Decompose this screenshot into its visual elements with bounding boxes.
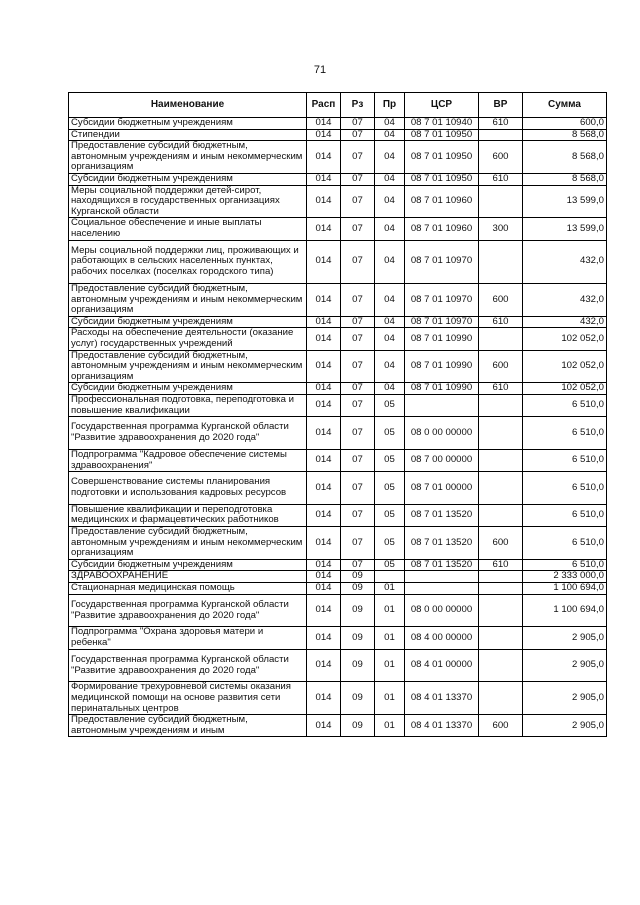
cell-vr xyxy=(479,472,523,505)
cell-name: Предоставление субсидий бюджетным, автономным учреждениям и иным некоммерческим организациям xyxy=(69,283,307,316)
table-row xyxy=(69,129,607,141)
cell-sum: 600,0 xyxy=(523,118,607,130)
cell-rasp: 014 xyxy=(307,283,341,316)
cell-vr xyxy=(479,129,523,141)
cell-sum: 2 905,0 xyxy=(523,649,607,682)
cell-pr: 01 xyxy=(375,649,405,682)
cell-rasp: 014 xyxy=(307,316,341,328)
cell-vr: 300 xyxy=(479,218,523,240)
cell-name: Социальное обеспечение и иные выплаты населению xyxy=(69,218,307,240)
cell-rz: 09 xyxy=(341,627,375,649)
cell-sum: 6 510,0 xyxy=(523,472,607,505)
cell-sum: 6 510,0 xyxy=(523,417,607,450)
cell-sum: 6 510,0 xyxy=(523,559,607,571)
budget-table xyxy=(68,92,607,737)
cell-rz: 09 xyxy=(341,649,375,682)
table-row xyxy=(69,185,607,218)
cell-rz: 09 xyxy=(341,571,375,583)
cell-rz: 07 xyxy=(341,328,375,350)
cell-rasp: 014 xyxy=(307,649,341,682)
cell-name: Государственная программа Курганской области "Развитие здравоохранения до 2020 года" xyxy=(69,649,307,682)
cell-rz: 07 xyxy=(341,141,375,174)
cell-vr xyxy=(479,328,523,350)
cell-pr xyxy=(375,571,405,583)
cell-name: Стипендии xyxy=(69,129,307,141)
cell-pr: 04 xyxy=(375,316,405,328)
table-row xyxy=(69,394,607,416)
cell-vr: 600 xyxy=(479,715,523,737)
cell-sum: 2 905,0 xyxy=(523,715,607,737)
cell-sum: 8 568,0 xyxy=(523,141,607,174)
header-rasp: Расп xyxy=(307,93,341,118)
cell-csr: 08 7 01 10990 xyxy=(405,350,479,383)
cell-csr: 08 7 01 10940 xyxy=(405,118,479,130)
cell-rasp: 014 xyxy=(307,394,341,416)
table-row xyxy=(69,173,607,185)
cell-csr: 08 7 01 10950 xyxy=(405,141,479,174)
cell-pr: 04 xyxy=(375,141,405,174)
cell-vr: 600 xyxy=(479,350,523,383)
cell-name: ЗДРАВООХРАНЕНИЕ xyxy=(69,571,307,583)
cell-pr: 01 xyxy=(375,682,405,715)
cell-vr xyxy=(479,449,523,471)
cell-pr: 04 xyxy=(375,240,405,283)
cell-vr: 610 xyxy=(479,118,523,130)
cell-csr: 08 4 01 13370 xyxy=(405,715,479,737)
table-row xyxy=(69,559,607,571)
cell-vr: 600 xyxy=(479,141,523,174)
cell-csr xyxy=(405,571,479,583)
cell-sum: 1 100 694,0 xyxy=(523,594,607,627)
cell-name: Предоставление субсидий бюджетным, автономным учреждениям и иным xyxy=(69,715,307,737)
table-row xyxy=(69,383,607,395)
cell-sum: 102 052,0 xyxy=(523,350,607,383)
cell-rz: 07 xyxy=(341,559,375,571)
cell-pr: 04 xyxy=(375,383,405,395)
cell-rasp: 014 xyxy=(307,583,341,595)
cell-name: Меры социальной поддержки лиц, проживающих и работающих в сельских населенных пунктах, рабочих поселках (поселках городского типа) xyxy=(69,240,307,283)
cell-sum: 2 905,0 xyxy=(523,627,607,649)
cell-rasp: 014 xyxy=(307,627,341,649)
table-row xyxy=(69,316,607,328)
cell-vr xyxy=(479,682,523,715)
cell-sum: 432,0 xyxy=(523,316,607,328)
cell-name: Предоставление субсидий бюджетным, автономным учреждениям и иным некоммерческим организациям xyxy=(69,350,307,383)
cell-name: Субсидии бюджетным учреждениям xyxy=(69,316,307,328)
cell-name: Государственная программа Курганской области "Развитие здравоохранения до 2020 года" xyxy=(69,594,307,627)
cell-rasp: 014 xyxy=(307,472,341,505)
cell-rasp: 014 xyxy=(307,383,341,395)
cell-pr: 01 xyxy=(375,715,405,737)
cell-sum: 13 599,0 xyxy=(523,218,607,240)
table-row xyxy=(69,527,607,560)
cell-vr xyxy=(479,394,523,416)
cell-sum: 102 052,0 xyxy=(523,328,607,350)
cell-vr xyxy=(479,240,523,283)
cell-name: Расходы на обеспечение деятельности (оказание услуг) государственных учреждений xyxy=(69,328,307,350)
cell-pr: 04 xyxy=(375,283,405,316)
cell-name: Стационарная медицинская помощь xyxy=(69,583,307,595)
cell-vr xyxy=(479,185,523,218)
cell-rasp: 014 xyxy=(307,129,341,141)
cell-csr: 08 7 01 00000 xyxy=(405,472,479,505)
cell-rasp: 014 xyxy=(307,185,341,218)
cell-pr: 04 xyxy=(375,218,405,240)
cell-vr: 610 xyxy=(479,383,523,395)
cell-rasp: 014 xyxy=(307,417,341,450)
table-row xyxy=(69,649,607,682)
cell-name: Государственная программа Курганской области "Развитие здравоохранения до 2020 года" xyxy=(69,417,307,450)
cell-csr xyxy=(405,583,479,595)
table-row xyxy=(69,350,607,383)
cell-rz: 07 xyxy=(341,185,375,218)
table-row xyxy=(69,449,607,471)
cell-rasp: 014 xyxy=(307,118,341,130)
cell-vr: 610 xyxy=(479,316,523,328)
cell-rz: 07 xyxy=(341,240,375,283)
cell-rz: 07 xyxy=(341,383,375,395)
cell-pr: 01 xyxy=(375,594,405,627)
cell-csr: 08 7 01 10960 xyxy=(405,218,479,240)
cell-pr: 01 xyxy=(375,627,405,649)
cell-rz: 07 xyxy=(341,118,375,130)
cell-sum: 432,0 xyxy=(523,283,607,316)
cell-csr: 08 7 01 10960 xyxy=(405,185,479,218)
cell-csr: 08 0 00 00000 xyxy=(405,594,479,627)
cell-rasp: 014 xyxy=(307,527,341,560)
cell-pr: 05 xyxy=(375,417,405,450)
cell-rz: 07 xyxy=(341,350,375,383)
cell-rasp: 014 xyxy=(307,141,341,174)
cell-rasp: 014 xyxy=(307,682,341,715)
cell-vr: 610 xyxy=(479,559,523,571)
cell-pr: 01 xyxy=(375,583,405,595)
cell-name: Предоставление субсидий бюджетным, автономным учреждениям и иным некоммерческим организациям xyxy=(69,527,307,560)
cell-rz: 07 xyxy=(341,417,375,450)
cell-pr: 04 xyxy=(375,129,405,141)
cell-name: Меры социальной поддержки детей-сирот, находящихся в государственных организациях Курганской области xyxy=(69,185,307,218)
cell-vr: 600 xyxy=(479,283,523,316)
cell-pr: 05 xyxy=(375,559,405,571)
cell-rasp: 014 xyxy=(307,715,341,737)
table-header-row xyxy=(69,93,607,118)
cell-rz: 07 xyxy=(341,504,375,526)
cell-vr xyxy=(479,504,523,526)
cell-sum: 102 052,0 xyxy=(523,383,607,395)
cell-name: Совершенствование системы планирования подготовки и использования кадровых ресурсов xyxy=(69,472,307,505)
table-row xyxy=(69,283,607,316)
table-row xyxy=(69,571,607,583)
cell-csr: 08 7 01 10970 xyxy=(405,316,479,328)
header-rz: Рз xyxy=(341,93,375,118)
cell-rz: 09 xyxy=(341,583,375,595)
cell-rz: 07 xyxy=(341,316,375,328)
cell-name: Формирование трехуровневой системы оказания медицинской помощи на основе развития сети перинатальных центров xyxy=(69,682,307,715)
cell-csr: 08 7 01 13520 xyxy=(405,504,479,526)
cell-csr: 08 4 01 13370 xyxy=(405,682,479,715)
cell-sum: 8 568,0 xyxy=(523,129,607,141)
cell-pr: 04 xyxy=(375,350,405,383)
cell-vr xyxy=(479,594,523,627)
header-vr: ВР xyxy=(479,93,523,118)
header-csr: ЦСР xyxy=(405,93,479,118)
cell-rasp: 014 xyxy=(307,571,341,583)
table-row xyxy=(69,715,607,737)
cell-name: Предоставление субсидий бюджетным, автономным учреждениям и иным некоммерческим организациям xyxy=(69,141,307,174)
cell-sum: 6 510,0 xyxy=(523,394,607,416)
cell-vr: 600 xyxy=(479,527,523,560)
cell-name: Субсидии бюджетным учреждениям xyxy=(69,118,307,130)
cell-csr: 08 4 00 00000 xyxy=(405,627,479,649)
cell-csr: 08 7 01 10990 xyxy=(405,328,479,350)
cell-name: Повышение квалификации и переподготовка медицинских и фармацевтических работников xyxy=(69,504,307,526)
cell-rz: 07 xyxy=(341,283,375,316)
cell-csr: 08 7 00 00000 xyxy=(405,449,479,471)
cell-vr xyxy=(479,583,523,595)
cell-rz: 07 xyxy=(341,173,375,185)
cell-sum: 8 568,0 xyxy=(523,173,607,185)
table-row xyxy=(69,583,607,595)
cell-rasp: 014 xyxy=(307,173,341,185)
cell-csr: 08 4 01 00000 xyxy=(405,649,479,682)
cell-rasp: 014 xyxy=(307,559,341,571)
table-row xyxy=(69,141,607,174)
cell-rasp: 014 xyxy=(307,504,341,526)
cell-pr: 04 xyxy=(375,118,405,130)
page-number: 71 xyxy=(313,64,327,76)
cell-rz: 07 xyxy=(341,218,375,240)
header-pr: Пр xyxy=(375,93,405,118)
cell-name: Субсидии бюджетным учреждениям xyxy=(69,173,307,185)
cell-csr: 08 7 01 13520 xyxy=(405,559,479,571)
table-row xyxy=(69,504,607,526)
cell-pr: 05 xyxy=(375,527,405,560)
table-row xyxy=(69,218,607,240)
cell-rz: 07 xyxy=(341,527,375,560)
cell-pr: 04 xyxy=(375,185,405,218)
cell-rz: 07 xyxy=(341,394,375,416)
cell-vr xyxy=(479,649,523,682)
cell-pr: 05 xyxy=(375,449,405,471)
cell-name: Подпрограмма "Охрана здоровья матери и ребенка" xyxy=(69,627,307,649)
cell-pr: 04 xyxy=(375,173,405,185)
table-body xyxy=(69,118,607,737)
header-name: Наименование xyxy=(69,93,307,118)
cell-pr: 04 xyxy=(375,328,405,350)
cell-csr xyxy=(405,394,479,416)
cell-csr: 08 7 01 10950 xyxy=(405,173,479,185)
cell-vr: 610 xyxy=(479,173,523,185)
table-row xyxy=(69,594,607,627)
cell-sum: 13 599,0 xyxy=(523,185,607,218)
cell-rz: 07 xyxy=(341,129,375,141)
cell-csr: 08 7 01 13520 xyxy=(405,527,479,560)
cell-rz: 09 xyxy=(341,682,375,715)
cell-rz: 07 xyxy=(341,472,375,505)
cell-name: Профессиональная подготовка, переподготовка и повышение квалификации xyxy=(69,394,307,416)
cell-sum: 2 905,0 xyxy=(523,682,607,715)
cell-csr: 08 7 01 10970 xyxy=(405,240,479,283)
cell-pr: 05 xyxy=(375,504,405,526)
cell-rz: 07 xyxy=(341,449,375,471)
table-row xyxy=(69,627,607,649)
table-row xyxy=(69,472,607,505)
cell-sum: 1 100 694,0 xyxy=(523,583,607,595)
table-row xyxy=(69,118,607,130)
cell-pr: 05 xyxy=(375,472,405,505)
cell-csr: 08 7 01 10970 xyxy=(405,283,479,316)
cell-name: Субсидии бюджетным учреждениям xyxy=(69,559,307,571)
cell-sum: 6 510,0 xyxy=(523,504,607,526)
cell-sum: 2 333 000,0 xyxy=(523,571,607,583)
cell-sum: 6 510,0 xyxy=(523,449,607,471)
cell-csr: 08 7 01 10950 xyxy=(405,129,479,141)
cell-pr: 05 xyxy=(375,394,405,416)
cell-rasp: 014 xyxy=(307,350,341,383)
cell-rz: 09 xyxy=(341,594,375,627)
cell-rasp: 014 xyxy=(307,328,341,350)
cell-rasp: 014 xyxy=(307,218,341,240)
cell-rasp: 014 xyxy=(307,594,341,627)
table-row xyxy=(69,682,607,715)
cell-vr xyxy=(479,571,523,583)
cell-rasp: 014 xyxy=(307,449,341,471)
cell-name: Субсидии бюджетным учреждениям xyxy=(69,383,307,395)
table-row xyxy=(69,417,607,450)
table-row xyxy=(69,328,607,350)
cell-rasp: 014 xyxy=(307,240,341,283)
cell-name: Подпрограмма "Кадровое обеспечение системы здравоохранения" xyxy=(69,449,307,471)
cell-vr xyxy=(479,627,523,649)
cell-csr: 08 0 00 00000 xyxy=(405,417,479,450)
cell-sum: 432,0 xyxy=(523,240,607,283)
cell-csr: 08 7 01 10990 xyxy=(405,383,479,395)
header-sum: Сумма xyxy=(523,93,607,118)
cell-vr xyxy=(479,417,523,450)
table-row xyxy=(69,240,607,283)
cell-sum: 6 510,0 xyxy=(523,527,607,560)
cell-rz: 09 xyxy=(341,715,375,737)
